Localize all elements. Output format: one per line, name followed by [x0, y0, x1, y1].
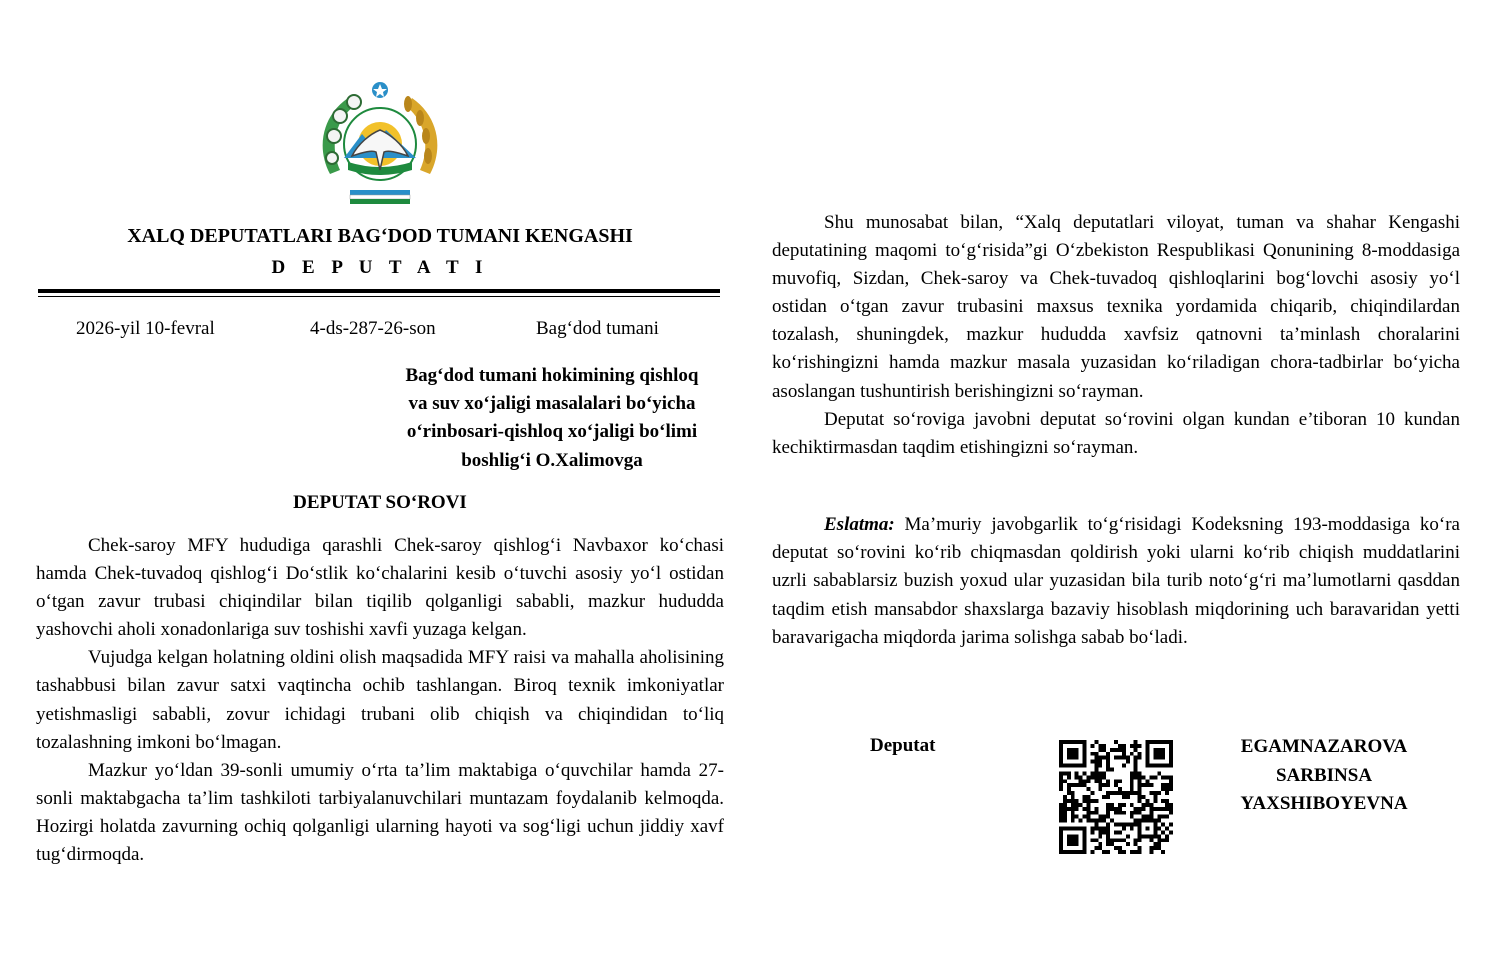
qr-code-icon: [1059, 740, 1173, 854]
addressee-line: o‘rinbosari-qishloq xo‘jaligi bo‘limi: [406, 421, 698, 443]
note-text: Ma’muriy javobgarlik to‘g‘risidagi Kodeksning 193-moddasiga ko‘ra deputat so‘rovini ko‘rib chiqmasdan qoldirish yoki ularni ko‘rib chiqish muddatlarini uzrli sabablarsiz buzish yoxud ular yuzasidan bila turib noto‘g‘ri ma’lumotlarni qasddan taqdim etish mansabdor shaxslarga bazaviy hisoblash miqdorining uch baravaridan yetti baravarigacha miqdorda jarima solishga sabab bo‘ladi.: [772, 514, 1460, 648]
body-right-column: [772, 209, 1460, 462]
body-paragraph: Deputat so‘roviga javobni deputat so‘rovini olgan kundan e’tiboran 10 kundan kechiktirmasdan taqdim etishingizni so‘rayman.: [772, 408, 1460, 458]
addressee-block: [384, 362, 720, 475]
header-divider-thin: [38, 296, 720, 297]
signatory-name-line: EGAMNAZAROVA: [1240, 736, 1408, 757]
addressee-line: boshlig‘i O.Xalimovga: [461, 449, 643, 471]
body-paragraph: Mazkur yo‘ldan 39-sonli umumiy o‘rta ta’lim maktabiga o‘quvchilar hamda 27-sonli maktabgacha ta’lim tashkiloti tarbiyalanuvchilari muntazam foydalanib kelmoqda. Hozirgi holatda zavurning ochiq qolganligi ularning hayoti va sog‘ligi uchun jiddiy xavf tug‘dirmoqda.: [36, 759, 724, 866]
organization-subtitle: D E P U T A T I: [271, 257, 489, 278]
body-paragraph: Vujudga kelgan holatning oldini olish maqsadida MFY raisi va mahalla aholisining tashabbusi bilan zavur satxi vaqtincha ochib tashlangan. Biroq texnik imkoniyatlar yetishmasligi sababli, zovur ichidagi trubani olib chiqish va chiqindidan to‘liq tozalashning imkoni bo‘lmagan.: [36, 647, 724, 753]
document-title: DEPUTAT SO‘ROVI: [293, 492, 467, 513]
note-label: Eslatma:: [824, 514, 895, 535]
signatory-name-line: YAXSHIBOYEVNA: [1240, 793, 1408, 814]
document-number: 4-ds-287-26-son: [310, 318, 436, 339]
signatory-role: Deputat: [870, 735, 936, 756]
header-divider-thick: [38, 289, 720, 293]
note-paragraph: [772, 511, 1460, 652]
addressee-line: Bag‘dod tumani hokimining qishloq: [405, 365, 699, 386]
organization-title: XALQ DEPUTATLARI BAG‘DOD TUMANI KENGASHI: [127, 225, 633, 247]
state-emblem-icon: [312, 78, 448, 214]
body-paragraph: Shu munosabat bilan, “Xalq deputatlari viloyat, tuman va shahar Kengashi deputatining maqomi to‘g‘risida”gi O‘zbekiston Respublikasi Qonunining 8-moddasiga muvofiq, Sizdan, Chek-saroy va Chek-tuvadoq qishloqlarini bog‘lovchi asosiy yo‘l ostidan o‘tgan zavur trubasini maxsus texnika yordamida chiqarib, chiqindilardan tozalash, shuningdek, mazkur hududda xavfsiz qatnovni ta’minlash choralarini ko‘rishingizni hamda mazkur masala yuzasidan ko‘riladigan chora-tadbirlar bo‘yicha asoslangan tushuntirish berishingizni so‘rayman.: [772, 212, 1460, 402]
body-left-column: [36, 532, 724, 869]
addressee-line: va suv xo‘jaligi masalalari bo‘yicha: [408, 393, 696, 415]
signatory-name: [1214, 733, 1434, 819]
signatory-name-line: SARBINSA: [1275, 764, 1373, 786]
body-paragraph: Chek-saroy MFY hududiga qarashli Chek-saroy qishlog‘i Navbaxor ko‘chasi hamda Chek-tuvadoq qishlog‘i Do‘stlik ko‘chalarini kesib o‘tuvchi asosiy yo‘l ostidan o‘tgan zavur trubasi chiqindilar bilan tiqilib qolganligi sababli, mazkur hududda yashovchi aholi xonadonlariga suv toshishi xavfi yuzaga kelgan.: [36, 535, 724, 641]
document-date: 2026-yil 10-fevral: [76, 318, 215, 339]
document-place: Bag‘dod tumani: [536, 318, 659, 339]
